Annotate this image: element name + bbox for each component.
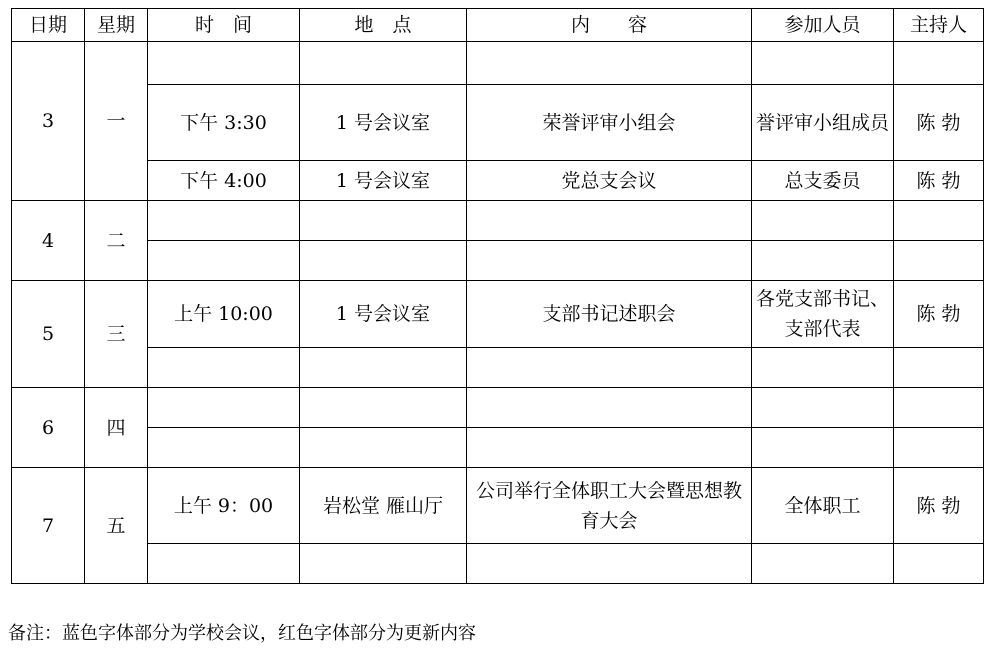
time-cell: [148, 428, 300, 468]
content-cell: [467, 428, 752, 468]
weekday-cell: 三: [85, 281, 148, 388]
header-time: 时 间: [148, 9, 300, 42]
host-cell: [894, 241, 984, 281]
place-cell: 1 号会议室: [300, 161, 467, 201]
content-cell: [467, 42, 752, 85]
host-cell: [894, 42, 984, 85]
table-row: [12, 544, 984, 584]
weekday-cell: 五: [85, 468, 148, 584]
date-cell: 7: [12, 468, 85, 584]
place-cell: 1 号会议室: [300, 85, 467, 161]
host-cell: [894, 388, 984, 428]
time-cell: [148, 42, 300, 85]
time-cell: [148, 201, 300, 241]
header-date: 日期: [12, 9, 85, 42]
weekday-cell: 一: [85, 42, 148, 201]
table-row: [12, 241, 984, 281]
host-cell: 陈 勃: [894, 161, 984, 201]
date-cell: 4: [12, 201, 85, 281]
time-cell: 下午 3:30: [148, 85, 300, 161]
attendees-cell: 全体职工: [752, 468, 894, 544]
content-cell: 公司举行全体职工大会暨思想教育大会: [467, 468, 752, 544]
attendees-cell: [752, 544, 894, 584]
host-cell: 陈 勃: [894, 85, 984, 161]
weekday-cell: 二: [85, 201, 148, 281]
time-cell: [148, 348, 300, 388]
header-place: 地 点: [300, 9, 467, 42]
header-weekday: 星期: [85, 9, 148, 42]
attendees-cell: [752, 428, 894, 468]
table-row: [12, 281, 984, 348]
host-cell: [894, 428, 984, 468]
footnote: 备注：蓝色字体部分为学校会议，红色字体部分为更新内容: [8, 623, 476, 644]
time-cell: 下午 4:00: [148, 161, 300, 201]
table-row: [12, 85, 984, 161]
time-cell: 上午 10:00: [148, 281, 300, 348]
content-cell: [467, 544, 752, 584]
place-cell: [300, 201, 467, 241]
content-cell: [467, 388, 752, 428]
table-row: [12, 468, 984, 544]
table-row: [12, 428, 984, 468]
date-cell: 5: [12, 281, 85, 388]
date-cell: 6: [12, 388, 85, 468]
attendees-cell: 誉评审小组成员: [752, 85, 894, 161]
attendees-cell: [752, 348, 894, 388]
content-cell: [467, 201, 752, 241]
content-cell: 党总支会议: [467, 161, 752, 201]
place-cell: [300, 42, 467, 85]
header-attendees: 参加人员: [752, 9, 894, 42]
attendees-cell: 各党支部书记、支部代表: [752, 281, 894, 348]
content-cell: 荣誉评审小组会: [467, 85, 752, 161]
place-cell: [300, 241, 467, 281]
schedule-table: [11, 8, 984, 584]
table-row: [12, 161, 984, 201]
attendees-cell: [752, 241, 894, 281]
host-cell: [894, 544, 984, 584]
attendees-cell: [752, 388, 894, 428]
table-row: [12, 348, 984, 388]
date-cell: 3: [12, 42, 85, 201]
place-cell: [300, 348, 467, 388]
table-row: [12, 42, 984, 85]
content-cell: [467, 241, 752, 281]
attendees-cell: [752, 201, 894, 241]
time-cell: 上午 9：00: [148, 468, 300, 544]
header-host: 主持人: [894, 9, 984, 42]
place-cell: [300, 544, 467, 584]
time-cell: [148, 241, 300, 281]
attendees-cell: [752, 42, 894, 85]
header-content: 内 容: [467, 9, 752, 42]
header-row: [12, 9, 984, 42]
weekday-cell: 四: [85, 388, 148, 468]
content-cell: 支部书记述职会: [467, 281, 752, 348]
place-cell: 1 号会议室: [300, 281, 467, 348]
attendees-cell: 总支委员: [752, 161, 894, 201]
place-cell: 岩松堂 雁山厅: [300, 468, 467, 544]
host-cell: 陈 勃: [894, 468, 984, 544]
content-cell: [467, 348, 752, 388]
host-cell: [894, 348, 984, 388]
place-cell: [300, 388, 467, 428]
host-cell: [894, 201, 984, 241]
time-cell: [148, 388, 300, 428]
place-cell: [300, 428, 467, 468]
time-cell: [148, 544, 300, 584]
table-row: [12, 201, 984, 241]
host-cell: 陈 勃: [894, 281, 984, 348]
table-row: [12, 388, 984, 428]
